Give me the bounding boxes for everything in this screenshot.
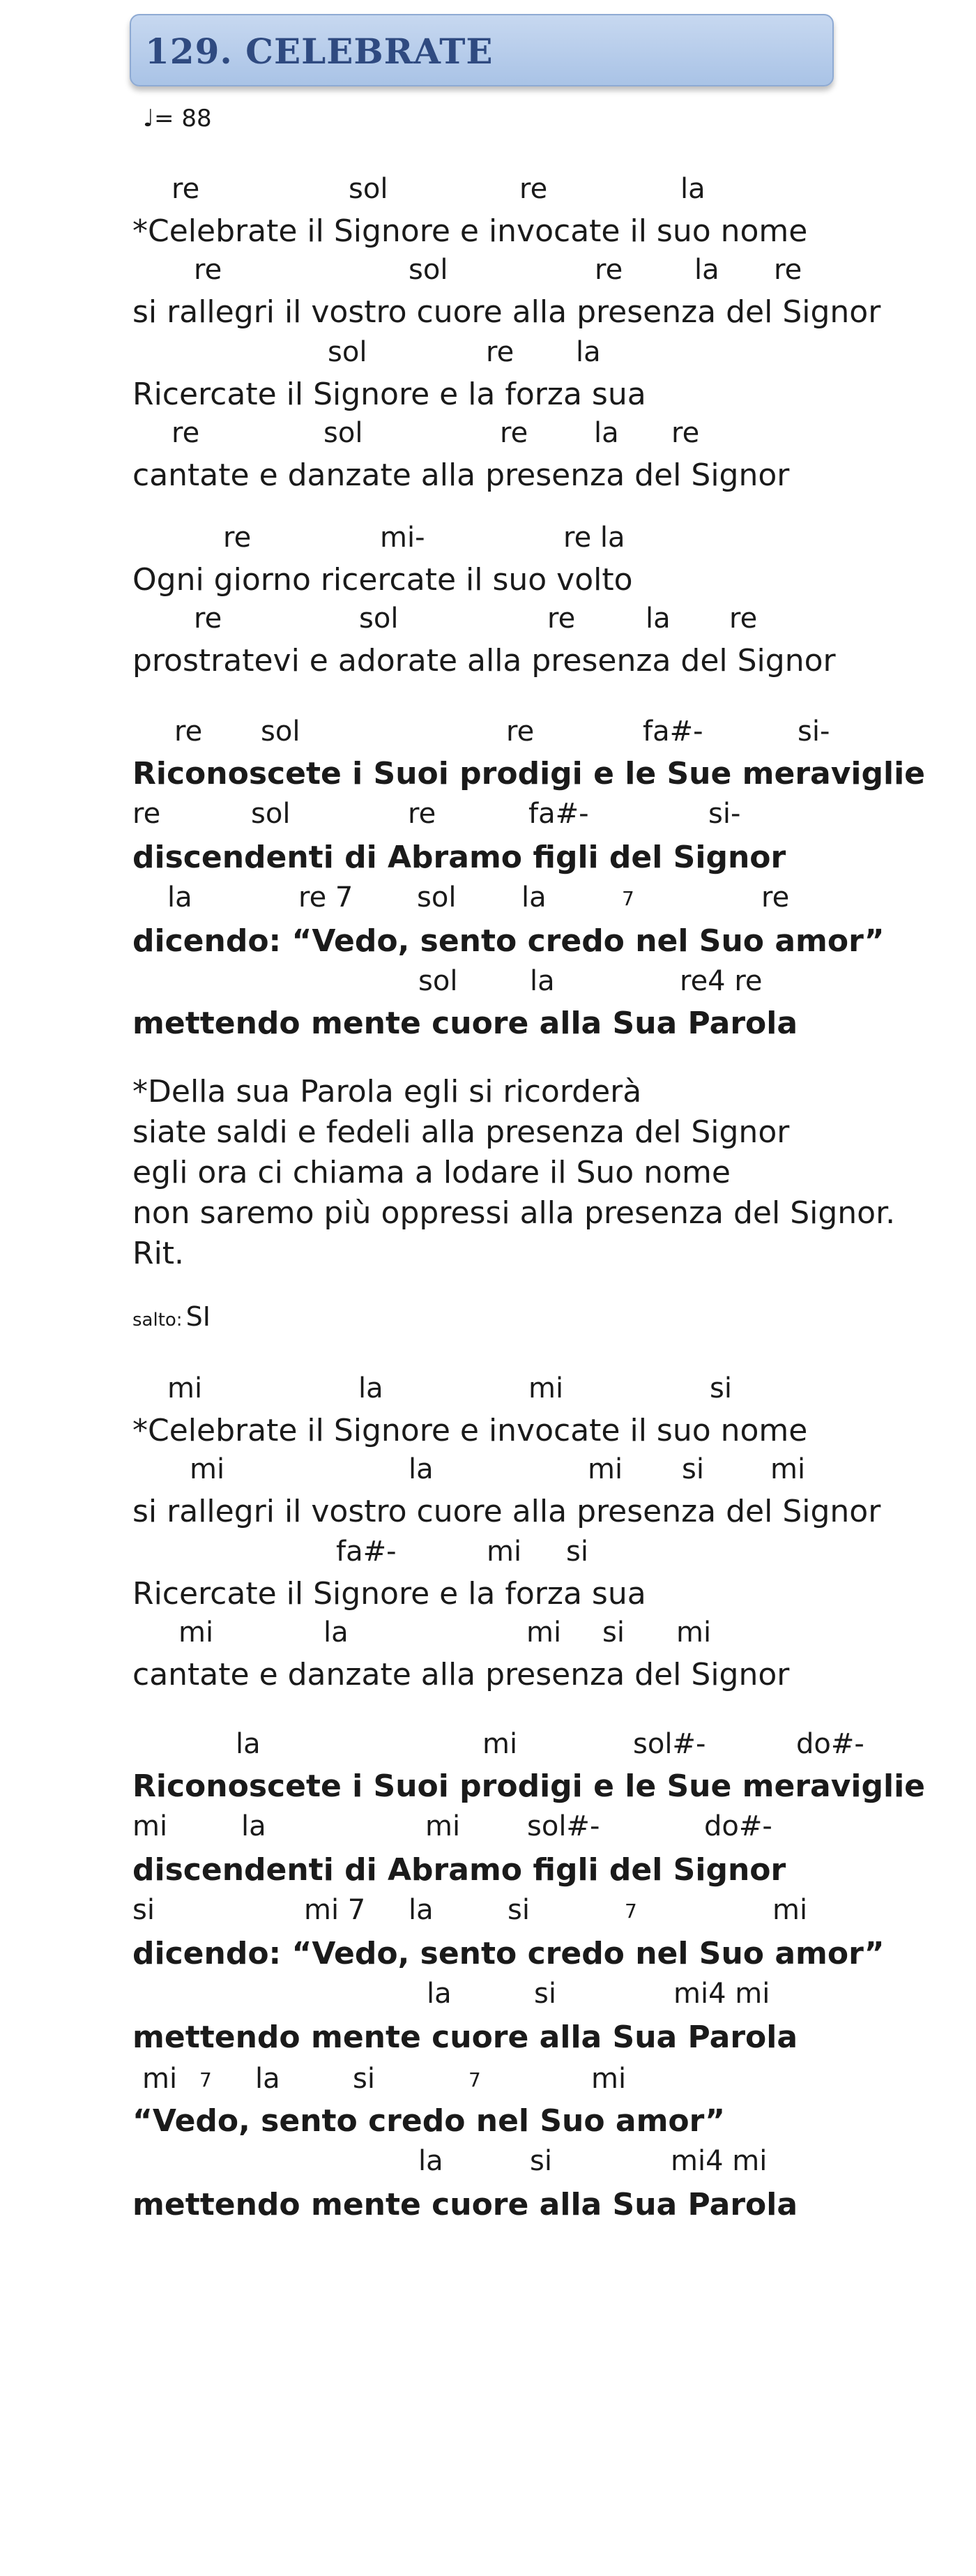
chord: si <box>682 1453 704 1485</box>
chord: la <box>236 1728 261 1760</box>
lyric-line: *Celebrate il Signore e invocate il suo nome <box>132 1413 808 1448</box>
chord: mi <box>167 1372 203 1404</box>
chord: mi <box>676 1616 712 1649</box>
lyric-line: dicendo: “Vedo, sento credo nel Suo amor” <box>132 1936 885 1971</box>
chord: fa#- <box>643 715 703 748</box>
chord: la <box>646 603 671 635</box>
chord: re <box>774 254 802 286</box>
chord: sol <box>349 173 388 205</box>
chord: mi <box>591 2063 627 2095</box>
chord: do#- <box>796 1728 864 1760</box>
chord: sol <box>261 715 300 748</box>
lyric-line: *Celebrate il Signore e invocate il suo nome <box>132 213 808 249</box>
lyric-line: mettendo mente cuore alla Sua Parola <box>132 2187 798 2222</box>
lyric-line: siate saldi e fedeli alla presenza del Signor <box>132 1114 790 1150</box>
tempo-marking: ♩= 88 <box>143 105 212 132</box>
chord: si <box>566 1536 588 1568</box>
chord: 7 <box>622 887 634 910</box>
chord: mi <box>190 1453 225 1485</box>
lyric-line: Riconoscete i Suoi prodigi e le Sue meraviglie <box>132 756 925 791</box>
chord: re <box>486 336 514 368</box>
chord: mi <box>482 1728 518 1760</box>
chord: si <box>132 1894 155 1926</box>
chord: sol#- <box>633 1728 706 1760</box>
salto-label: salto: <box>132 1310 183 1331</box>
chord: sol <box>323 417 363 449</box>
chord: mi <box>132 1810 168 1842</box>
chord: re la <box>563 522 625 554</box>
chord: fa#- <box>528 798 589 830</box>
chord: mi <box>178 1616 214 1649</box>
chord: re <box>194 603 222 635</box>
lyric-line: *Della sua Parola egli si ricorderà <box>132 1074 642 1109</box>
chord: la <box>167 881 192 914</box>
chord: mi 7 <box>304 1894 366 1926</box>
chord: fa#- <box>336 1536 397 1568</box>
chord: la <box>409 1453 434 1485</box>
chord: 7 <box>199 2068 212 2091</box>
chord: la <box>255 2063 280 2095</box>
lyric-line: discendenti di Abramo figli del Signor <box>132 840 786 875</box>
chord: re <box>506 715 535 748</box>
chord: si <box>353 2063 375 2095</box>
rit-label: Rit. <box>132 1236 185 1271</box>
chord: la <box>680 173 706 205</box>
chord: re <box>171 417 200 449</box>
chord: re <box>519 173 548 205</box>
chord: la <box>418 2145 443 2177</box>
chord: mi <box>526 1616 562 1649</box>
lyric-line: discendenti di Abramo figli del Signor <box>132 1852 786 1888</box>
chord: re <box>595 254 623 286</box>
chord: re <box>729 603 758 635</box>
chord: mi <box>425 1810 461 1842</box>
chord: mi <box>487 1536 522 1568</box>
chord: la <box>594 417 619 449</box>
chord: sol <box>328 336 367 368</box>
chord: sol <box>417 881 457 914</box>
chord: mi4 mi <box>671 2145 768 2177</box>
chord: la <box>427 1978 452 2010</box>
title-banner <box>130 14 834 86</box>
lyric-line: cantate e danzate alla presenza del Signor <box>132 1657 790 1692</box>
chord: si <box>602 1616 625 1649</box>
lyric-line: cantate e danzate alla presenza del Signor <box>132 457 790 493</box>
chord: la <box>241 1810 266 1842</box>
lyric-line: non saremo più oppressi alla presenza del Signor. <box>132 1195 896 1231</box>
chord: la <box>409 1894 434 1926</box>
salto-key: SI <box>185 1301 211 1332</box>
chord: re <box>761 881 790 914</box>
lyric-line: mettendo mente cuore alla Sua Parola <box>132 1006 798 1041</box>
chord: la <box>358 1372 383 1404</box>
chord: si- <box>798 715 830 748</box>
chord: la <box>576 336 601 368</box>
chord: mi <box>528 1372 564 1404</box>
chord: do#- <box>704 1810 772 1842</box>
chord: si <box>710 1372 732 1404</box>
chord: re4 re <box>680 965 763 997</box>
chord: re <box>500 417 528 449</box>
chord: mi <box>770 1453 806 1485</box>
chord: re <box>547 603 576 635</box>
lyric-line: si rallegri il vostro cuore alla presenza del Signor <box>132 1494 881 1529</box>
chord: re <box>194 254 222 286</box>
lyric-line: Ricercate il Signore e la forza sua <box>132 377 646 412</box>
chord: re <box>132 798 161 830</box>
chord: la <box>323 1616 349 1649</box>
chord: 7 <box>468 2068 481 2091</box>
chord: si- <box>708 798 741 830</box>
lyric-line: mettendo mente cuore alla Sua Parola <box>132 2020 798 2055</box>
lyric-line: Riconoscete i Suoi prodigi e le Sue meraviglie <box>132 1768 925 1804</box>
chord: 7 <box>625 1900 637 1923</box>
lyric-line: Ogni giorno ricercate il suo volto <box>132 562 633 598</box>
chord: re <box>171 173 200 205</box>
chord: re <box>174 715 203 748</box>
chord: sol <box>359 603 399 635</box>
chord: mi <box>772 1894 808 1926</box>
chord: si <box>534 1978 556 2010</box>
chord: sol#- <box>527 1810 600 1842</box>
chord: mi <box>142 2063 178 2095</box>
chord: sol <box>418 965 458 997</box>
chord: mi <box>588 1453 623 1485</box>
lyric-line: prostratevi e adorate alla presenza del Signor <box>132 643 836 679</box>
chord: si <box>508 1894 530 1926</box>
chord: la <box>521 881 547 914</box>
chord: re <box>671 417 700 449</box>
chord: la <box>530 965 555 997</box>
lyric-line: dicendo: “Vedo, sento credo nel Suo amor” <box>132 923 885 959</box>
chord: mi4 mi <box>673 1978 770 2010</box>
chord: re 7 <box>298 881 353 914</box>
chord: si <box>530 2145 552 2177</box>
lyric-line: si rallegri il vostro cuore alla presenza del Signor <box>132 294 881 330</box>
chord: re <box>408 798 436 830</box>
key-change <box>132 1301 211 1332</box>
chord: re <box>223 522 252 554</box>
lyric-line: egli ora ci chiama a lodare il Suo nome <box>132 1155 731 1190</box>
page-title: 129. CELEBRATE <box>145 31 494 72</box>
lyric-line: Ricercate il Signore e la forza sua <box>132 1576 646 1612</box>
chord: mi- <box>380 522 425 554</box>
chord: sol <box>409 254 448 286</box>
lyric-line: “Vedo, sento credo nel Suo amor” <box>132 2103 726 2139</box>
chord: la <box>694 254 719 286</box>
chord: sol <box>251 798 291 830</box>
